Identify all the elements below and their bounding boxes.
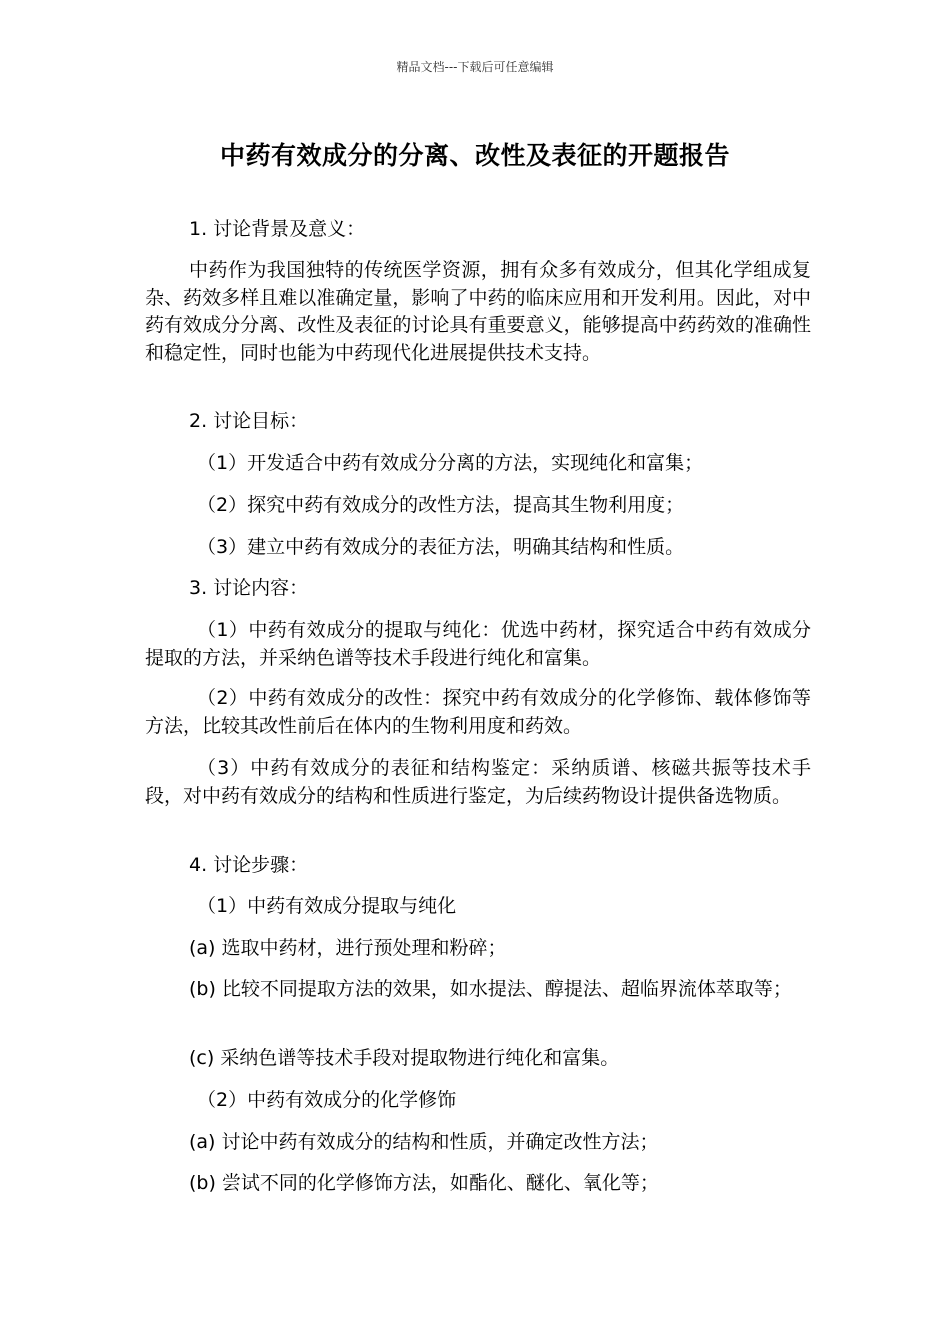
section-4-sub-1-item-b: (b) 比较不同提取方法的效果，如水提法、醇提法、超临界流体萃取等； xyxy=(189,978,792,1000)
section-4-sub-1-heading: （1）中药有效成分提取与纯化 xyxy=(197,895,457,917)
page-header-note: 精品文档---下载后可任意编辑 xyxy=(396,60,554,74)
section-3-heading: 3. 讨论内容： xyxy=(189,577,309,599)
section-4-sub-1-item-c: (c) 采纳色谱等技术手段对提取物进行纯化和富集。 xyxy=(189,1047,620,1069)
section-4-sub-2-item-a: (a) 讨论中药有效成分的结构和性质，并确定改性方法； xyxy=(189,1131,659,1153)
section-2-item-1: （1）开发适合中药有效成分分离的方法，实现纯化和富集； xyxy=(197,452,704,474)
section-4-heading: 4. 讨论步骤： xyxy=(189,854,309,876)
section-2-heading: 2. 讨论目标： xyxy=(189,410,309,432)
section-3-item-2: （2）中药有效成分的改性：探究中药有效成分的化学修饰、载体修饰等方法，比较其改性前后在体内的生物利用度和药效。 xyxy=(145,687,811,737)
section-2-item-3: （3）建立中药有效成分的表征方法，明确其结构和性质。 xyxy=(197,536,685,558)
section-1-body: 中药作为我国独特的传统医学资源，拥有众多有效成分，但其化学组成复杂、药效多样且难以准确定量，影响了中药的临床应用和开发利用。因此，对中药有效成分分离、改性及表征的讨论具有重要意义，能够提高中药药效的准确性和稳定性，同时也能为中药现代化进展提供技术支持。 xyxy=(145,259,811,364)
section-3-item-3: （3）中药有效成分的表征和结构鉴定：采纳质谱、核磁共振等技术手段，对中药有效成分的结构和性质进行鉴定，为后续药物设计提供备选物质。 xyxy=(145,757,811,807)
document-title: 中药有效成分的分离、改性及表征的开题报告 xyxy=(219,141,730,170)
section-3-item-1: （1）中药有效成分的提取与纯化：优选中药材，探究适合中药有效成分提取的方法，并采纳色谱等技术手段进行纯化和富集。 xyxy=(145,619,811,669)
section-4-sub-2-heading: （2）中药有效成分的化学修饰 xyxy=(197,1089,457,1111)
section-2-item-2: （2）探究中药有效成分的改性方法，提高其生物利用度； xyxy=(197,494,685,516)
section-1-heading: 1. 讨论背景及意义： xyxy=(189,218,366,240)
section-4-sub-1-item-a: (a) 选取中药材，进行预处理和粉碎； xyxy=(189,937,507,959)
section-4-sub-2-item-b: (b) 尝试不同的化学修饰方法，如酯化、醚化、氧化等； xyxy=(189,1172,659,1194)
